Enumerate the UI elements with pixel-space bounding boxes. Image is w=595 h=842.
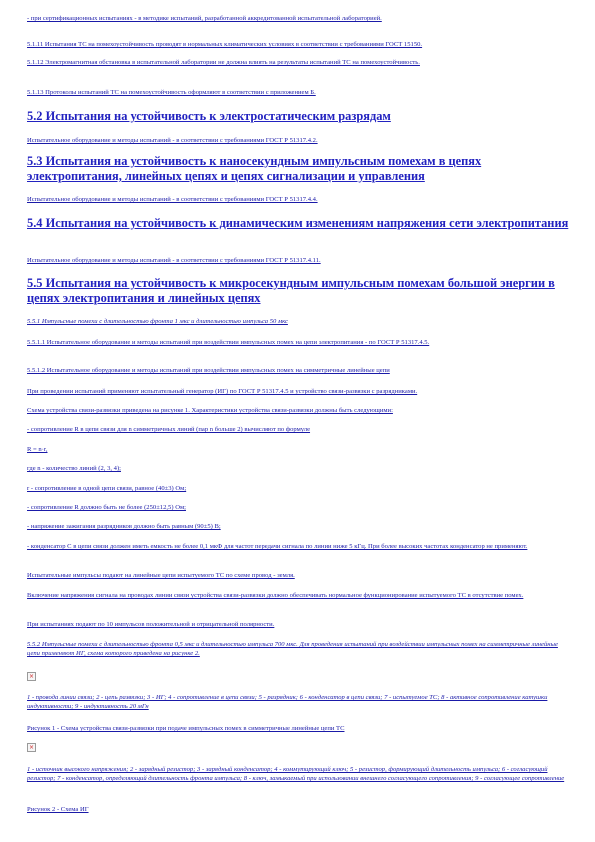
paragraph[interactable]: Включение напряжения сигнала на проводах линии связи устройства связи-развязки должно обеспечивать нормальное функционирование испытуемого ТС в отсутствие помех. <box>27 592 524 599</box>
figure-2-caption[interactable]: Рисунок 2 - Схема ИГ <box>27 806 89 813</box>
paragraph[interactable]: При проведении испытаний применяют испытательный генератор (ИГ) по ГОСТ Р 51317.4.5 и устройство связи-развязки с разрядниками. <box>27 388 418 395</box>
paragraph[interactable]: - сопротивление R в цепи связи для n симметричных линий (пар n больше 2) вычисляют по формуле <box>27 426 311 433</box>
paragraph[interactable]: - сопротивление R должно быть не более (250±12,5) Ом; <box>27 504 186 511</box>
paragraph-5-5-1-1[interactable]: 5.5.1.1 Испытательное оборудование и методы испытаний при воздействии импульсных помех на цепи электропитания - по ГОСТ Р 51317.4.5. <box>27 339 430 346</box>
paragraph-5-1-11[interactable]: 5.1.11 Испытания ТС на помехоустойчивость проводят в нормальных климатических условиях в соответствии с требованиями ГОСТ 15150. <box>27 41 423 48</box>
broken-image-icon: × <box>28 673 35 680</box>
heading-5-2[interactable]: 5.2 Испытания на устойчивость к электростатическим разрядам <box>27 109 391 123</box>
paragraph[interactable]: Испытательное оборудование и методы испытаний - в соответствии с требованиями ГОСТ Р 51317.4.11. <box>27 257 321 264</box>
figure-2-legend[interactable]: 1 - источник высокого напряжения; 2 - зарядный резистор; 3 - зарядный конденсатор; 4 - коммутирующий ключ; 5 - резистор, формирующий длительность импульса; 6 - согласующий резистор; 7 - конденсатор, определяющий длительность фронта импульса; 8 - ключ, замыкаемый при использовании внешнего согласующего сопротивления; 9 - согласующее сопротивление <box>27 766 565 783</box>
paragraph[interactable]: Испытательные импульсы подают на линейные цепи испытуемого ТС по схеме провод - земля. <box>27 572 295 579</box>
heading-5-4[interactable]: 5.4 Испытания на устойчивость к динамическим изменениям напряжения сети электропитания <box>27 216 569 230</box>
figure-1-legend[interactable]: 1 - провода линии связи; 2 - цепь развязки; 3 - ИГ; 4 - сопротивление в цепи связи; 5 - разрядник; 6 - конденсатор в цепи связи; 7 - испытуемое ТС; 8 - активное сопротивление катушки индуктивности; 9 - индуктивность 20 мГн <box>27 694 548 711</box>
figure-1-caption[interactable]: Рисунок 1 - Схема устройства связи-развязки при подаче импульсных помех в симметричные линейные цепи ТС <box>27 725 345 732</box>
paragraph[interactable]: При испытаниях подают по 10 импульсов положительной и отрицательной полярности. <box>27 621 275 628</box>
broken-image-icon: × <box>28 744 35 751</box>
paragraph[interactable]: Испытательное оборудование и методы испытаний - в соответствии с требованиями ГОСТ Р 51317.4.2. <box>27 137 318 144</box>
paragraph[interactable]: Испытательное оборудование и методы испытаний - в соответствии с требованиями ГОСТ Р 51317.4.4. <box>27 196 318 203</box>
paragraph[interactable]: r - сопротивление в одной цепи связи, равное (40±3) Ом; <box>27 485 187 492</box>
paragraph[interactable]: Схема устройства связи-развязки приведена на рисунке 1. Характеристики устройства связи-развязки должны быть следующими: <box>27 407 393 414</box>
paragraph-5-5-2[interactable]: 5.5.2 Импульсные помехи с длительностью фронта 0,5 мкс и длительностью импульса 700 мкс. Для проведения испытаний при воздействии импульсных помех на симметричные линейные цепи применяют ИГ, схема которого приведена на рисунке 2. <box>27 641 558 658</box>
formula[interactable]: R = n·r, <box>27 446 48 453</box>
paragraph-5-1-12[interactable]: 5.1.12 Электромагнитная обстановка в испытательной лаборатории не должна влиять на результаты испытаний ТС на помехоустойчивость. <box>27 59 420 66</box>
paragraph-5-1-13[interactable]: 5.1.13 Протоколы испытаний ТС на помехоустойчивость оформляют в соответствии с приложением Б. <box>27 89 316 96</box>
paragraph[interactable]: - напряжение зажигания разрядников должно быть равным (90±5) В; <box>27 523 221 530</box>
heading-5-5[interactable]: 5.5 Испытания на устойчивость к микросекундным импульсным помехам большой энергии в цепях электропитания и линейных цепях <box>27 276 555 305</box>
paragraph-5-5-1-2[interactable]: 5.5.1.2 Испытательное оборудование и методы испытаний при воздействии импульсных помех на симметричные линейные цепи <box>27 367 390 374</box>
heading-5-3[interactable]: 5.3 Испытания на устойчивость к наносекундным импульсным помехам в цепях электропитания, линейных цепях и цепях сигнализации и управления <box>27 154 482 183</box>
paragraph-5-5-1[interactable]: 5.5.1 Импульсные помехи с длительностью фронта 1 мкс и длительностью импульса 50 мкс <box>27 318 288 325</box>
paragraph[interactable]: - при сертификационных испытаниях - в методике испытаний, разработанной аккредитованной испытательной лабораторией. <box>27 15 382 22</box>
paragraph[interactable]: - конденсатор С в цепи связи должен иметь емкость не более 0,1 мкФ для частот передачи сигнала по линии ниже 5 кГц. При более высоких частотах конденсатор не применяют. <box>27 543 528 550</box>
paragraph[interactable]: где n - количество линий (2, 3, 4); <box>27 465 121 472</box>
